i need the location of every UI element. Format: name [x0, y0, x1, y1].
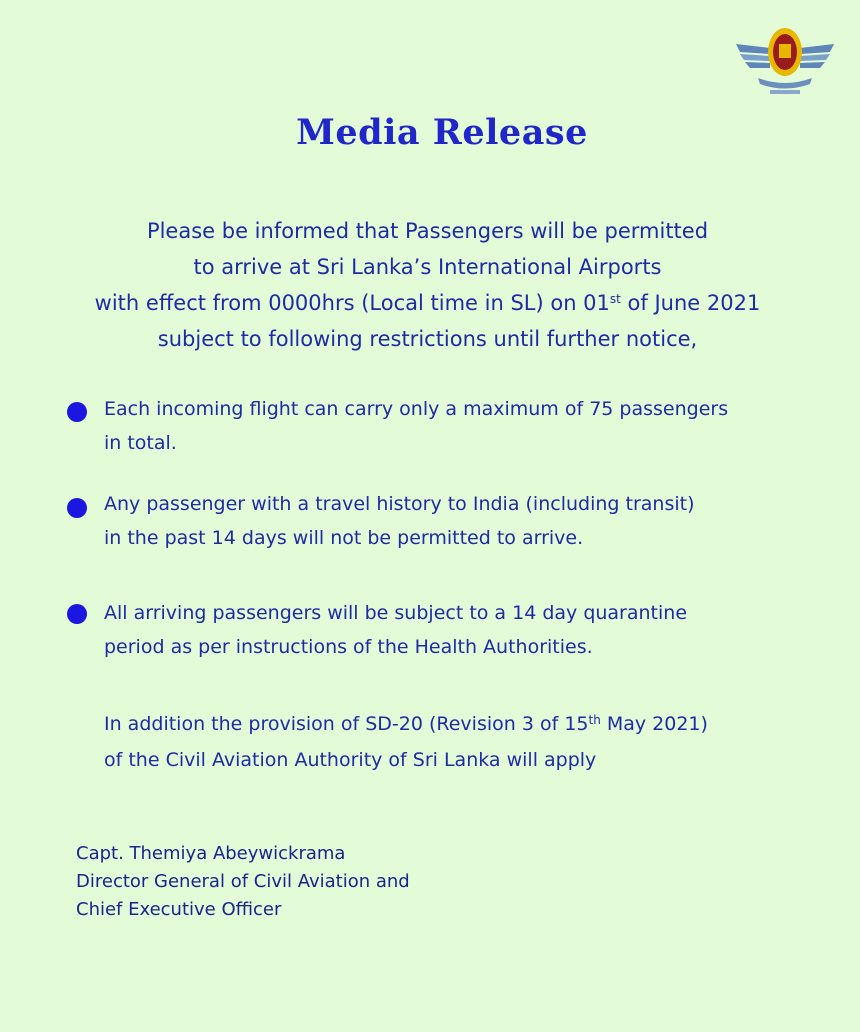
bullet-icon [67, 402, 87, 422]
intro-line: to arrive at Sri Lanka’s International Airports [193, 255, 662, 279]
civil-aviation-emblem-icon [730, 18, 840, 98]
restriction-text [104, 596, 687, 664]
page-title: Media Release [296, 112, 588, 153]
intro-line: subject to following restrictions until further notice, [157, 327, 698, 351]
signature-block [76, 840, 410, 924]
intro-line [0, 285, 855, 321]
addition-line: of the Civil Aviation Authority of Sri Lanka will apply [104, 749, 597, 771]
bullet-icon [67, 498, 87, 518]
bullet-icon [67, 604, 87, 624]
restriction-line: Any passenger with a travel history to India (including transit) [104, 493, 695, 515]
restriction-text [104, 392, 728, 460]
signatory-name: Capt. Themiya Abeywickrama [76, 843, 346, 864]
addition-paragraph [104, 706, 708, 778]
restriction-line: in total. [104, 432, 177, 454]
ordinal-suffix: th [588, 713, 601, 727]
intro-paragraph [0, 213, 855, 357]
intro-line: Please be informed that Passengers will be permitted [146, 219, 709, 243]
intro-text: with effect from 0000hrs (Local time in SL) on 01 [94, 291, 610, 315]
addition-text: May 2021) [600, 713, 708, 735]
intro-text: of June 2021 [620, 291, 761, 315]
restriction-text [104, 487, 694, 555]
restriction-line: in the past 14 days will not be permitted to arrive. [104, 527, 584, 549]
signatory-title: Director General of Civil Aviation and [76, 871, 410, 892]
addition-line [104, 706, 708, 742]
restriction-line: period as per instructions of the Health Authorities. [104, 636, 593, 658]
restriction-line: All arriving passengers will be subject to a 14 day quarantine [104, 602, 688, 624]
restriction-line: Each incoming flight can carry only a maximum of 75 passengers [104, 398, 729, 420]
signatory-title: Chief Executive Officer [76, 899, 282, 920]
addition-text: In addition the provision of SD-20 (Revision 3 of 15 [104, 713, 589, 735]
ordinal-suffix: st [609, 292, 621, 306]
